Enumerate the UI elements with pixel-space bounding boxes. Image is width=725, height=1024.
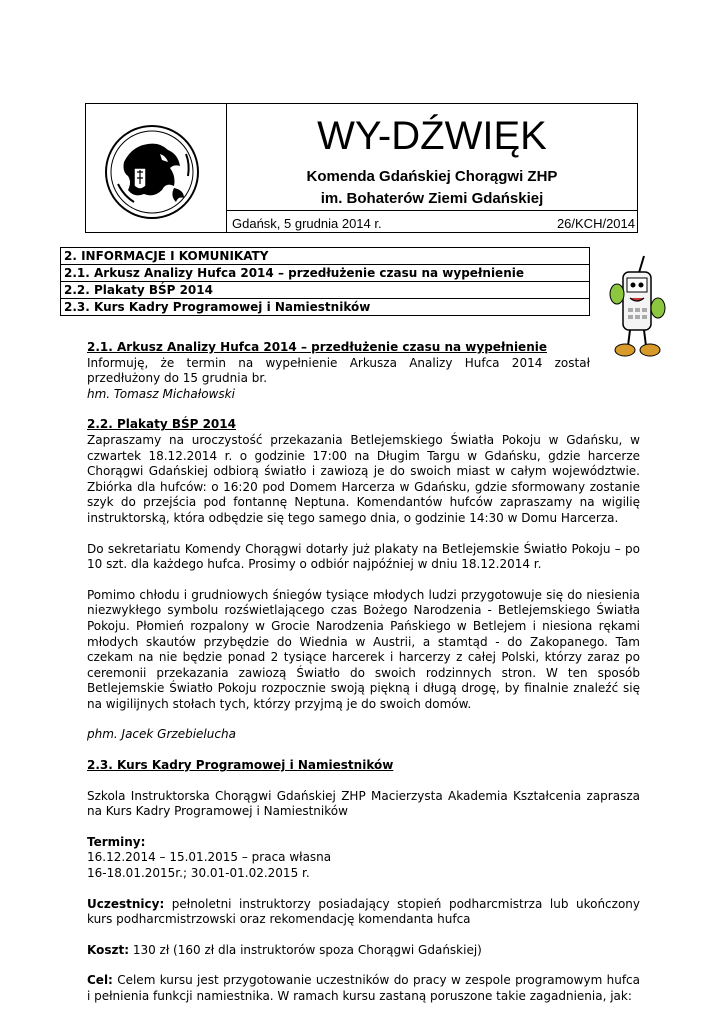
terms-label: Terminy:: [87, 834, 146, 849]
toc-item: 2.1. Arkusz Analizy Hufca 2014 – przedłużenie czasu na wypełnienie: [61, 264, 589, 281]
toc-item: 2.3. Kurs Kadry Programowej i Namiestników: [61, 298, 589, 315]
newsletter-body: [87, 340, 640, 1005]
toc-item: 2.2. Plakaty BŚP 2014: [61, 281, 589, 298]
section-text: Informuję, że termin na wypełnienie Arkusza Analizy Hufca 2014 został przedłużony do 15 grudnia br.: [87, 355, 590, 386]
toc-item: 2. INFORMACJE I KOMUNIKATY: [64, 249, 269, 263]
section-text: Zapraszamy na uroczystość przekazania Betlejemskiego Światła Pokoju w Gdańsku, w czwartek 18.12.2014 r. o godzinie 17:00 na Długim Targu w Gdańsku, gdzie harcerze Chorągwi Gdańskiej odbiorą światło i zawiozą je do swoich miast w całym województwie. Zbiórka dla hufców: o 16:20 pod Domem Harcerza w Gdańsku, gdzie sformowany zostanie szyk do przejścia pod fontannę Neptuna. Komendantów hufców zapraszamy na wigilię instruktorską, która odbędzie się tego samego dnia, o godzinie 14:30 w Domu Harcerza.: [87, 432, 640, 525]
masthead: [85, 103, 638, 233]
zhp-griffin-emblem-icon: [104, 124, 200, 220]
section-heading: 2.1. Arkusz Analizy Hufca 2014 – przedłużenie czasu na wypełnienie: [87, 340, 547, 354]
section-heading: 2.2. Plakaty BŚP 2014: [87, 417, 236, 432]
section-text: Szkola Instruktorska Chorągwi Gdańskiej ZHP Macierzysta Akademia Kształcenia zaprasza na Kurs Kadry Programowej i Namiestników: [87, 788, 640, 819]
table-of-contents: [60, 247, 590, 316]
signature: hm. Tomasz Michałowski: [87, 386, 235, 401]
publisher-patron: im. Bohaterów Ziemi Gdańskiej: [320, 190, 544, 207]
goal-paragraph: Cel: Celem kursu jest przygotowanie uczestników do pracy w zespole programowym hufca i pełnienia funkcji namiestnika. W ramach kursu zastaną poruszone takie zagadnienia, jak:: [87, 973, 640, 1003]
publisher-name: Komenda Gdańskiej Chorągwi ZHP: [306, 168, 558, 185]
issue-number: 26/KCH/2014: [556, 216, 635, 231]
cost-paragraph: Koszt: 130 zł (160 zł dla instruktorów spoza Chorągwi Gdańskiej): [87, 942, 482, 957]
term-item: 16-18.01.2015r.; 30.01-01.02.2015 r.: [87, 866, 310, 881]
participants-paragraph: Uczestnicy: pełnoletni instruktorzy posiadający stopień podharcmistrza lub ukończony kurs podharcmistrzowski oraz rekomendację komendanta hufca: [87, 896, 640, 927]
header-separator: [227, 210, 637, 211]
term-item: 16.12.2014 – 15.01.2015 – praca własna: [87, 850, 332, 865]
newsletter-title: WY-DŹWIĘK: [317, 114, 547, 158]
section-text: Do sekretariatu Komendy Chorągwi dotarły już plakaty na Betlejemskie Światło Pokoju – po 10 szt. dla każdego hufca. Prosimy o odbiór najpóźniej w dniu 18.12.2014 r.: [87, 541, 640, 572]
section-text: Pomimo chłodu i grudniowych śniegów tysiące młodych ludzi przygotowuje się do niesienia niezwykłego symbolu rozświetlającego czas Bożego Narodzenia - Betlejemskiego Światła Pokoju. Płomień rozpalony w Grocie Narodzenia Pańskiego w Betlejem i niesiona rękami młodych skautów przybędzie do Wiednia w Austrii, a stamtąd - do Zakopanego. Tam czekam na nie będzie ponad 2 tysiące harcerek i harcerzy z całej Polski, którzy zaraz po ceremonii przekazania zawiozą Światło do swoich rodzinnych stron. W ten sposób Betlejemskie Światło Pokoju rozpocznie swoją piękną i długą drogę, by finalnie znaleźć się na wigilijnych stołach tych, którzy przyjmą je do swoich domów.: [87, 587, 640, 711]
signature: phm. Jacek Grzebielucha: [87, 727, 236, 742]
section-heading: 2.3. Kurs Kadry Programowej i Namiestników: [87, 758, 394, 773]
issue-date: Gdańsk, 5 grudnia 2014 r.: [232, 216, 382, 231]
